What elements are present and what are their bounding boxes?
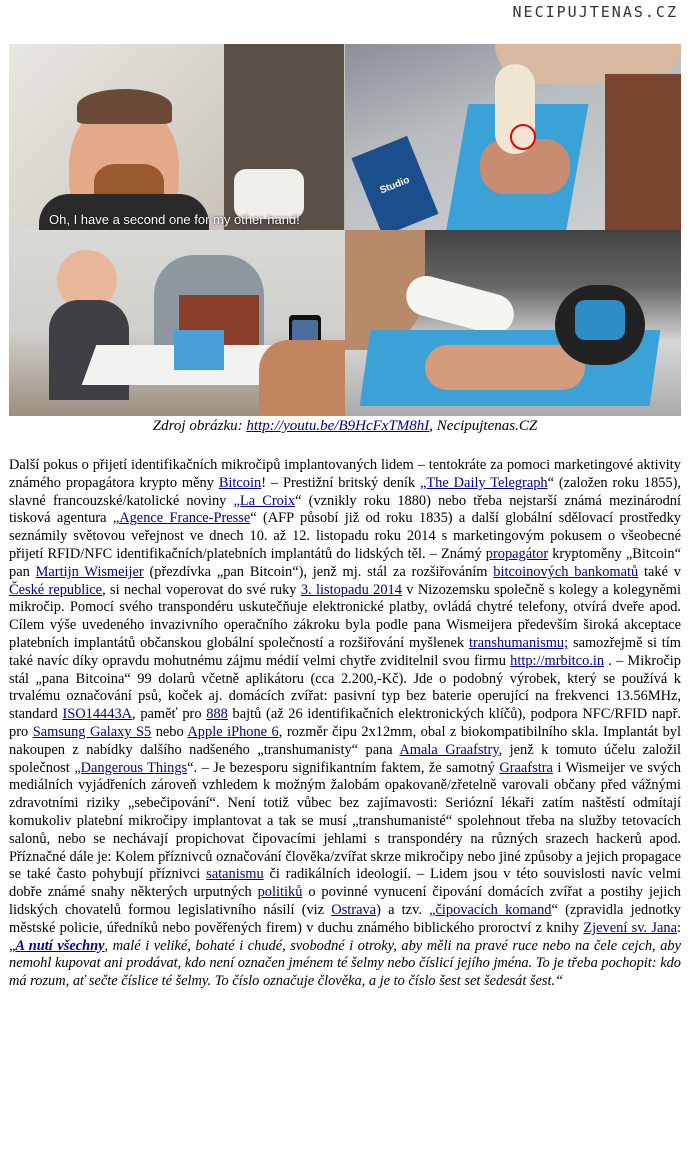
link-galaxy-s5[interactable]: Samsung Galaxy S5 — [32, 723, 152, 740]
caption-suffix: , Necipujtenas.CZ — [429, 418, 538, 434]
studio-sign: Studio — [351, 136, 438, 236]
text-run: nebo — [151, 723, 188, 740]
video-subtitle: Oh, I have a second one for my other hand! — [49, 212, 300, 227]
link-a-nuti-vsechny[interactable]: A nutí všechny — [15, 937, 105, 954]
photo-table-scene — [9, 230, 345, 416]
quote-run: , malé i veliké, bohaté i chudé, svobodné i otroky, aby měli na pravé ruce nebo na čele cejch, aby nemohl kupovat ani prodávat, kdo není označen jménem té šelmy nebo číslicí jejího jména. To je třeba pochopit: kdo má rozum, ať sečte číslice té šelmy. To číslo označuje člověka, a je to číslo šest set šedesát šest.“ — [9, 937, 681, 990]
text-run: “ (AFP působí již od roku 1835) a další globální sdělovací prostředky seznámily světovou veřejnost ve dnech 10. až 12. listopadu roku 2014 s marketingovým pokusem o všeobecné přijetí RFID/NFC identifikačních/platebních implantátů do lidských těl. – Známý — [9, 510, 681, 562]
link-date[interactable]: 3. listopadu 2014 — [300, 581, 402, 598]
text-run: “. – Je bezesporu signifikantním faktem, že samotný — [187, 759, 500, 776]
link-wismeijer[interactable]: Martijn Wismeijer — [35, 563, 144, 580]
link-graafstra[interactable]: Graafstra — [499, 759, 553, 776]
text-run: . – Mikročip stál „pana Bitcoina“ 99 dolarů včetně aplikátoru (cca 2.200,-Kč). Jde o podobný výrobek, který se používá k trvalému označování psů, koček aj. domácích zvířat: pasivní typ bez baterie operující na frekvenci 13.56MHz, standard — [9, 652, 681, 723]
text-run: ! – Prestižní britský deník — [261, 474, 420, 491]
text-run: o povinné vynucení čipování domácích zvířat a postihy jejich lidských chovatelů formou legislativního násilí (viz — [9, 884, 681, 918]
link-mrbitcoin[interactable]: http://mrbitco.in — [510, 652, 605, 669]
article-paragraph — [9, 457, 681, 991]
link-zjeveni[interactable]: Zjevení sv. Jana — [583, 919, 677, 936]
link-ostrava[interactable]: Ostrava — [331, 901, 377, 918]
photo-collage — [9, 44, 681, 416]
text-run: i Wismeijer ve svých mediálních vyjádřeních zároveň vzhledem k možným žalobám opakovaně/zřetelně varovali občany před vážnými zdravotními riziky „sebečipování“. Není totiž vůbec bez zajímavosti: Seriózní lékaři zatím naštěstí odmítají komukoliv platební mikročipy implantovat a tak se musí „transhumanisté“ spolehnout třeba na služby tetovacích salonů, nebo se nechávají propichovat čipovacími jehlami s transpondéry na různých srazech hackerů apod. Příznačné dále je: Kolem příznivců označování člověka/zvířat skrze mikročipy nebo jiné způsoby a jejich propagace se také často pohybují příznivci — [9, 759, 681, 883]
text-run: ) a tzv. — [376, 901, 430, 918]
link-iphone-6[interactable]: Apple iPhone 6 — [187, 723, 279, 740]
text-run: , si nechal voperovat do své ruky — [102, 581, 301, 598]
text-run: bajtů (až 26 identifikačních elektronických klíčů), podpora NFC/RFID např. pro — [9, 706, 682, 740]
text-run: , jenž k tomuto účelu založil společnost — [9, 741, 682, 776]
text-run: v Nizozemsku společně s kolegy a kolegyněmi mikročip. Pomocí svého transpondéru uskutečňuje elektronické platby, ovládá chytré telefony, otvírá dveře apod. Cílem výše uvedeného invazivního operačního zákroku byla podle pana Wismeijera především široká akceptace platebních implantátů občanskou globální společností a rozšiřování myšlenek — [9, 581, 681, 651]
link-dangerous-things[interactable]: „Dangerous Things — [74, 759, 188, 776]
photo-hands-gloves — [345, 230, 681, 416]
link-bankomaty[interactable]: bitcoinových bankomatů — [493, 563, 639, 580]
text-run: kryptoměny „Bitcoin“ pan — [9, 545, 681, 580]
link-propagator[interactable]: propagátor — [485, 545, 549, 562]
link-888[interactable]: 888 — [206, 706, 228, 723]
text-run: Další pokus o přijetí identifikačních mikročipů implantovaných lidem – tentokráte za pomoci marketingové aktivity známého propagátora krypto měny — [9, 457, 681, 491]
text-run: : „ — [9, 919, 681, 954]
link-transhumanismus[interactable]: transhumanismu; — [469, 634, 569, 651]
link-cipovaci-komanda[interactable]: „čipovacích komand — [429, 901, 552, 918]
text-run: také v — [638, 563, 681, 580]
link-afp[interactable]: „Agence France-Presse — [112, 510, 251, 527]
site-brand: NECIPUJTENAS.CZ — [512, 3, 678, 21]
link-politici[interactable]: politiků — [257, 884, 303, 901]
image-caption — [0, 418, 690, 435]
text-run: samozřejmě si tím také navíc díky opravdu mohutnému zájmu médií velmi chytře zviditelnil svou firmu — [9, 634, 681, 669]
link-la-croix[interactable]: „La Croix — [233, 492, 296, 509]
caption-prefix: Zdroj obrázku: — [152, 418, 247, 434]
text-run: , paměť pro — [132, 706, 207, 723]
link-daily-telegraph[interactable]: „The Daily Telegraph — [420, 474, 548, 491]
article-body — [9, 457, 681, 991]
photo-bearded-man — [9, 44, 345, 230]
text-run: (přezdívka „pan Bitcoin“), jenž mj. stál za rozšiřováním — [143, 563, 494, 580]
text-run: či radikálních ideologií. – Lidem jsou v této souvislosti navíc velmi dobře známé snahy některých urputných — [9, 866, 682, 901]
link-amal-graafstra[interactable]: Amala Graafstry — [399, 741, 499, 758]
photo-chip-insertion — [345, 44, 681, 230]
link-ceska-republika[interactable]: České republice — [9, 581, 103, 598]
text-run: , rozměr čipu 2x12mm, obal z biokompatibilního skla. Implantát byl nakoupen z nabídky dalšího nadšeného „transhumanisty“ pana — [9, 723, 681, 758]
caption-source-link[interactable]: http://youtu.be/B9HcFxTM8hI — [246, 418, 430, 434]
link-iso14443a[interactable]: ISO14443A — [62, 706, 133, 723]
link-bitcoin[interactable]: Bitcoin — [218, 474, 262, 491]
link-satanismus[interactable]: satanismu — [206, 866, 264, 883]
text-run: “ (zpravidla jednotky městské policie, úředníků nebo pověřených firem) v duchu známého biblického proroctví z knihy — [9, 901, 681, 936]
text-run: “ (vznikly roku 1880) nebo třeba nejstarší známá mezinárodní tisková agentura — [9, 492, 681, 527]
text-run: “ (založen roku 1855), slavné francouzské/katolické noviny — [9, 474, 681, 509]
